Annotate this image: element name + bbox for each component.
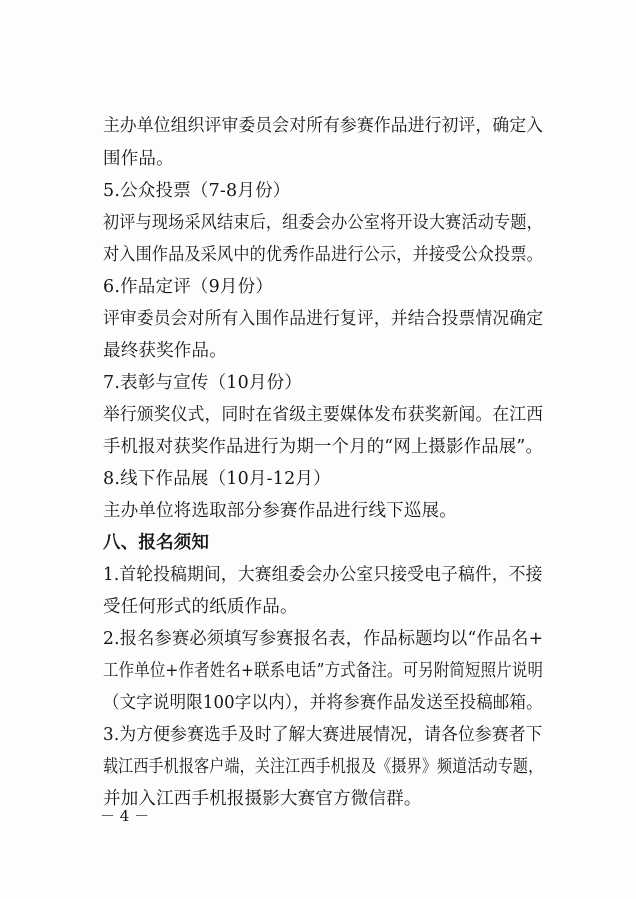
body-line: 载江西手机报客户端，关注江西手机报及《摄界》频道活动专题， — [103, 757, 544, 777]
body-line: （文字说明限100字以内），并将参赛作品发送至投稿邮箱。 — [103, 693, 543, 713]
body-line: 最终获奖作品。 — [103, 341, 227, 361]
body-line: 主办单位组织评审委员会对所有参赛作品进行初评，确定入 — [103, 116, 544, 136]
body-line: 并加入江西手机报摄影大赛官方微信群。 — [103, 789, 422, 809]
body-line: 3.为方便参赛选手及时了解大赛进展情况，请各位参赛者下 — [103, 725, 543, 745]
body-line: 手机报对获奖作品进行为期一个月的“网上摄影作品展”。 — [103, 437, 544, 457]
section-subheading: 8.线下作品展（10月-12月） — [103, 469, 331, 489]
body-line: 围作品。 — [103, 149, 174, 169]
body-line: 2.报名参赛必须填写参赛报名表，作品标题均以“作品名+ — [103, 629, 544, 649]
section-subheading: 7.表彰与宣传（10月份） — [103, 373, 303, 393]
body-line: 主办单位将选取部分参赛作品进行线下巡展。 — [103, 501, 457, 521]
body-line: 1.首轮投稿期间，大赛组委会办公室只接受电子稿件，不接 — [103, 565, 543, 585]
section-subheading: 6.作品定评（9月份） — [103, 277, 274, 297]
body-line: 工作单位+作者姓名+联系电话”方式备注。可另附简短照片说明 — [103, 661, 544, 681]
body-line: 评审委员会对所有入围作品进行复评，并结合投票情况确定 — [103, 309, 544, 329]
body-line: 初评与现场采风结束后，组委会办公室将开设大赛活动专题， — [103, 213, 543, 233]
section-subheading: 5.公众投票（7-8月份） — [103, 181, 291, 201]
body-line: 对入围作品及采风中的优秀作品进行公示，并接受公众投票。 — [103, 245, 543, 265]
page-number: － 4 － — [100, 807, 150, 825]
section-heading: 八、报名须知 — [103, 533, 210, 553]
body-line: 举行颁奖仪式，同时在省级主要媒体发布获奖新闻。在江西 — [103, 405, 544, 425]
body-line: 受任何形式的纸质作品。 — [103, 597, 298, 617]
